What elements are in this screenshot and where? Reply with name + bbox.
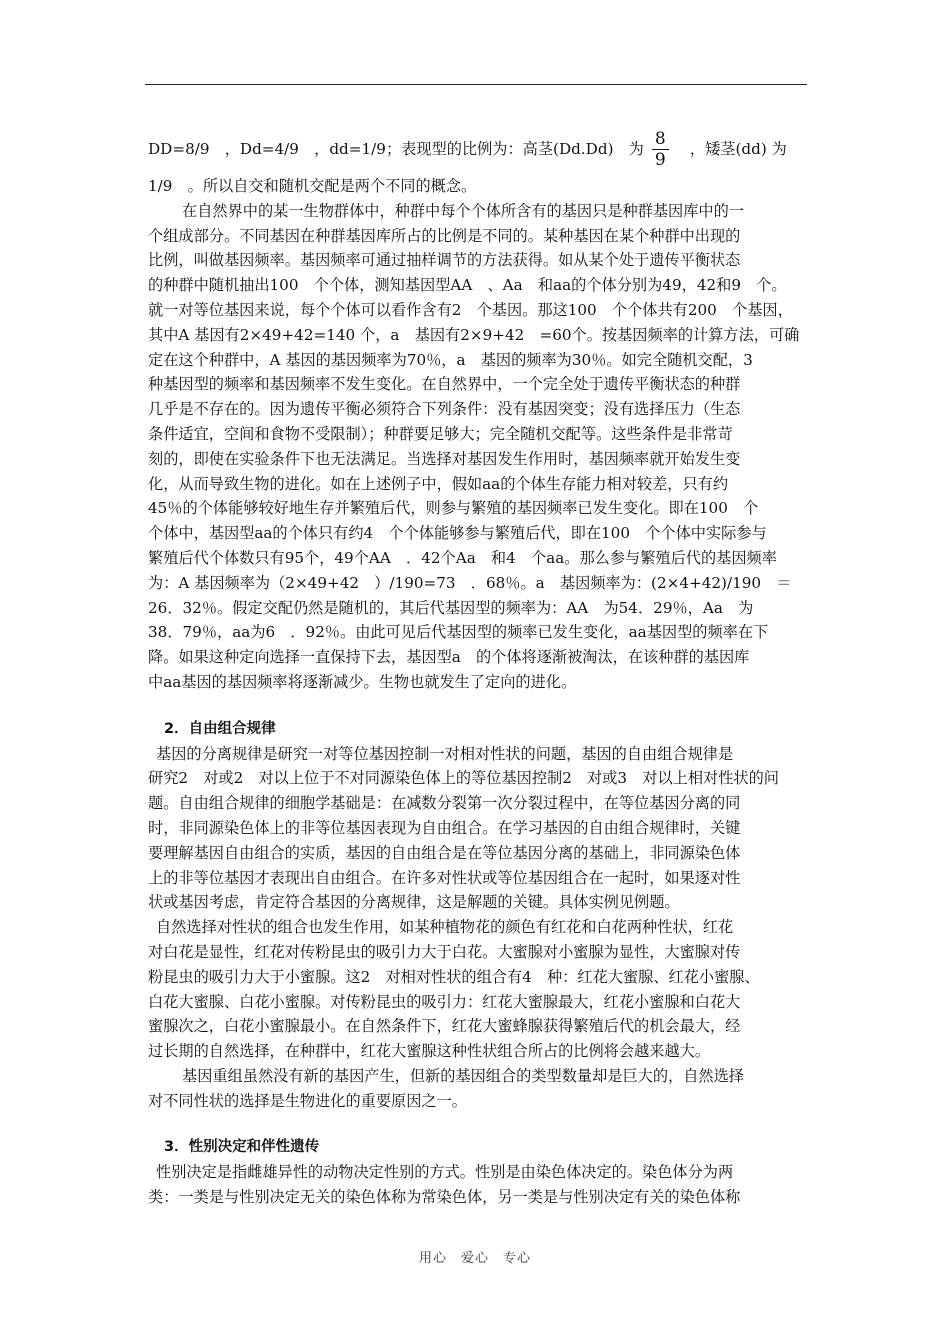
ratio-continuation: 1/9 。所以自交和随机交配是两个不同的概念。 <box>148 177 477 195</box>
text-line: 比例，叫做基因频率。基因频率可通过抽样调节的方法获得。如从某个处于遗传平衡状态 <box>148 251 741 270</box>
text-line: 其中A 基因有2×49+42=140 个，a 基因有2×9+42 =60个。按基因频率的计算方法，可确 <box>148 325 800 344</box>
ratio-prefix: DD=8/9 ，Dd=4/9 ，dd=1/9；表现型的比例为：高茎(Dd.Dd) 为 <box>148 139 644 158</box>
header-rule <box>145 84 807 85</box>
text-line: 26．32％。假定交配仍然是随机的，其后代基因型的频率为：AA 为54．29％，Aa 为 <box>148 598 754 617</box>
text-line: 状或基因考虑，肯定符合基因的分离规律，这是解题的关键。具体实例见例题。 <box>148 893 680 912</box>
text-line: 题。自由组合规律的细胞学基础是：在减数分裂第一次分裂过程中，在等位基因分离的同 <box>148 794 741 813</box>
text-line: 为：A 基因频率为（2×49+42 ）/190=73 ．68％。a 基因频率为：(2×4+42)/190 ＝ <box>148 573 792 592</box>
text-line: 研究2 对或2 对以上位于不对同源染色体上的等位基因控制2 对或3 对以上相对性状的问 <box>148 769 779 788</box>
section-heading: 3．性别决定和伴性遗传 <box>164 1139 320 1156</box>
text-line: 38．79％，aa为6 ．92％。由此可见后代基因型的频率已发生变化，aa基因型的频率在下 <box>148 623 769 642</box>
text-line: 白花大蜜腺、白花小蜜腺。对传粉昆虫的吸引力：红花大蜜腺最大，红花小蜜腺和白花大 <box>148 992 741 1011</box>
paragraph-recombination <box>148 1064 808 1114</box>
text-line: 上的非等位基因才表现出自由组合。在许多对性状或等位基因组合在一起时，如果逐对性 <box>148 868 741 887</box>
text-line: 中aa基因的基因频率将逐渐减少。生物也就发生了定向的进化。 <box>148 672 577 691</box>
text-line: 个组成部分。不同基因在种群基因库所占的比例是不同的。某种基因在某个种群中出现的 <box>148 226 741 245</box>
text-line: 要理解基因自由组合的实质，基因的自由组合是在等位基因分离的基础上，非同源染色体 <box>148 843 741 862</box>
fraction-numerator: 8 <box>652 129 669 150</box>
text-line: 对不同性状的选择是生物进化的重要原因之一。 <box>148 1091 467 1110</box>
section-gap <box>148 695 808 717</box>
text-line: 基因的分离规律是研究一对等位基因控制一对相对性状的问题，基因的自由组合规律是 <box>156 744 734 763</box>
text-line: 种基因型的频率和基因频率不发生变化。在自然界中，一个完全处于遗传平衡状态的种群 <box>148 375 741 394</box>
text-line: 蜜腺次之，白花小蜜腺最小。在自然条件下，红花大蜜蜂腺获得繁殖后代的机会最大，经 <box>148 1017 741 1036</box>
text-line: 对白花是显性，红花对传粉昆虫的吸引力大于白花。大蜜腺对小蜜腺为显性，大蜜腺对传 <box>148 942 741 961</box>
document-body <box>148 124 808 1210</box>
text-line: 时，非同源染色体上的非等位基因表现为自由组合。在学习基因的自由组合规律时，关键 <box>148 818 741 837</box>
section-gap <box>148 1113 808 1135</box>
text-line: 在自然界中的某一生物群体中，种群中每个个体所含有的基因只是种群基因库中的一 <box>182 201 744 220</box>
paragraph-natural-selection <box>148 915 808 1064</box>
text-line: 个体中，基因型aa的个体只有约4 个个体能够参与繁殖后代，即在100 个个体中实际参与 <box>148 524 767 543</box>
text-line: 粉昆虫的吸引力大于小蜜腺。这2 对相对性状的组合有4 种：红花大蜜腺、红花小蜜腺、 <box>148 967 760 986</box>
paragraph-free-combination <box>148 742 808 916</box>
page-footer: 用心 爱心 专心 <box>418 1251 531 1266</box>
ratio-suffix: ，矮茎(dd) 为 <box>674 139 787 158</box>
text-line: 就一对等位基因来说，每个个体可以看作含有2 个基因。那这100 个个体共有200 个基因， <box>148 300 793 319</box>
fraction-denominator: 9 <box>654 149 666 170</box>
ratio-line <box>148 124 808 174</box>
text-line: 条件适宜，空间和食物不受限制）；种群要足够大；完全随机交配等。这些条件是非常苛 <box>148 424 733 443</box>
text-line: 化，从而导致生物的进化。如在上述例子中，假如aa的个体生存能力相对较差，只有约 <box>148 474 729 493</box>
text-line: 45％的个体能够较好地生存并繁殖后代，则参与繁殖的基因频率已发生变化。即在100 个 <box>148 499 759 518</box>
section-heading: 2．自由组合规律 <box>164 720 276 737</box>
text-line: 定在这个种群中，A 基因的基因频率为70％，a 基因的频率为30％。如完全随机交配，3 <box>148 350 753 369</box>
text-line: 的种群中随机抽出100 个个体，测知基因型AA 、Aa 和aa的个体分别为49，42和9 个。 <box>148 276 787 295</box>
paragraph-sex-determination <box>148 1160 808 1210</box>
text-line: 过长期的自然选择，在种群中，红花大蜜腺这种性状组合所占的比例将会越来越大。 <box>148 1042 710 1061</box>
text-line: 性别决定是指雌雄异性的动物决定性别的方式。性别是由染色体决定的。染色体分为两 <box>156 1163 734 1182</box>
paragraph-gene-frequency <box>148 199 808 695</box>
text-line: 自然选择对性状的组合也发生作用，如某种植物花的颜色有红花和白花两种性状，红花 <box>156 918 734 937</box>
text-line: 基因重组虽然没有新的基因产生，但新的基因组合的类型数量却是巨大的，自然选择 <box>182 1066 744 1085</box>
text-line: 几乎是不存在的。因为遗传平衡必须符合下列条件：没有基因突变；没有选择压力（生态 <box>148 400 741 419</box>
fraction <box>652 129 669 170</box>
text-line: 类：一类是与性别决定无关的染色体称为常染色体，另一类是与性别决定有关的染色体称 <box>148 1188 741 1207</box>
text-line: 繁殖后代个体数只有95个，49个AA ．42个Aa 和4 个aa。那么参与繁殖后代的基因频率 <box>148 548 777 567</box>
text-line: 降。如果这种定向选择一直保持下去，基因型a 的个体将逐渐被淘汰，在该种群的基因库 <box>148 648 750 667</box>
text-line: 刻的，即使在实验条件下也无法满足。当选择对基因发生作用时，基因频率就开始发生变 <box>148 449 741 468</box>
